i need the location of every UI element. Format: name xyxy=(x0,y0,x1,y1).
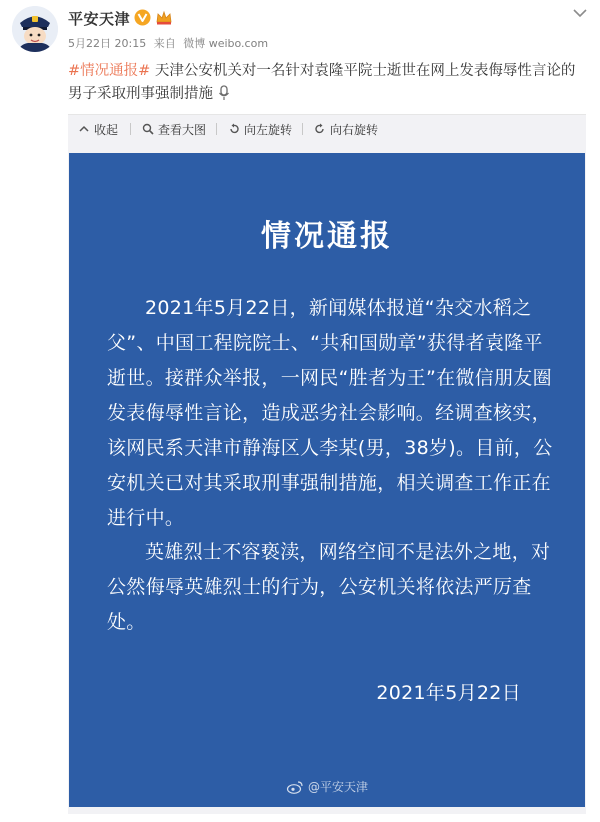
toolbar-divider xyxy=(216,123,217,135)
user-name[interactable]: 平安天津 xyxy=(68,10,131,28)
rotate-right-icon xyxy=(314,123,326,135)
notice-date: 2021年5月22日 xyxy=(376,682,521,704)
verified-icon xyxy=(134,9,151,26)
topic-link[interactable]: #情况通报# xyxy=(68,63,151,79)
image-frame xyxy=(68,142,586,814)
chevron-down-icon[interactable] xyxy=(570,6,590,20)
view-large-label: 查看大图 xyxy=(158,122,207,137)
toolbar-divider xyxy=(302,123,303,135)
post-meta xyxy=(68,35,272,51)
rotate-right-button[interactable] xyxy=(314,121,378,137)
police-avatar-icon xyxy=(12,6,58,52)
notice-paragraph-1: 2021年5月22日，新闻媒体报道“杂交水稻之父”、中国工程院院士、“共和国勋章”获得者袁隆平逝世。接群众举报，一网民“胜者为王”在微信朋友圈发表侮辱性言论，造成恶劣社会影响。经调查核实，该网民系天津市静海区人李某(男，38岁)。目前，公安机关已对其采取刑事强制措施，相关调查工作正在进行中。 xyxy=(107,297,553,529)
source-prefix: 来自 xyxy=(153,37,176,50)
avatar[interactable] xyxy=(12,6,58,52)
microphone-icon[interactable] xyxy=(218,85,230,101)
rotate-left-button[interactable] xyxy=(228,121,292,137)
toolbar-divider xyxy=(130,123,131,135)
rotate-left-label: 向左旋转 xyxy=(244,122,293,137)
collapse-label: 收起 xyxy=(94,122,119,137)
post-header xyxy=(0,0,600,60)
notice-paragraph-2: 英雄烈士不容亵渎，网络空间不是法外之地，对公然侮辱英雄烈士的行为，公安机关将依法严厉查处。 xyxy=(107,541,551,633)
watermark xyxy=(69,778,585,795)
post-source[interactable]: 微博 weibo.com xyxy=(183,37,269,50)
collapse-icon xyxy=(78,123,90,135)
rotate-right-label: 向右旋转 xyxy=(330,122,379,137)
watermark-text: @平安天津 xyxy=(307,780,368,794)
notice-image[interactable] xyxy=(69,153,585,807)
vip-crown-icon[interactable] xyxy=(155,9,173,26)
post-body: 天津公安机关对一名针对袁隆平院士逝世在网上发表侮辱性言论的男子采取刑事强制措施 xyxy=(68,63,576,102)
post-text xyxy=(68,60,588,106)
weibo-logo-icon xyxy=(286,780,304,794)
collapse-button[interactable] xyxy=(78,121,118,137)
magnify-icon xyxy=(142,123,154,135)
notice-title: 情况通报 xyxy=(261,219,393,254)
post-date[interactable]: 5月22日 20:15 xyxy=(68,37,147,50)
rotate-left-icon xyxy=(228,123,240,135)
view-large-button[interactable] xyxy=(142,121,206,137)
image-toolbar xyxy=(68,114,586,143)
